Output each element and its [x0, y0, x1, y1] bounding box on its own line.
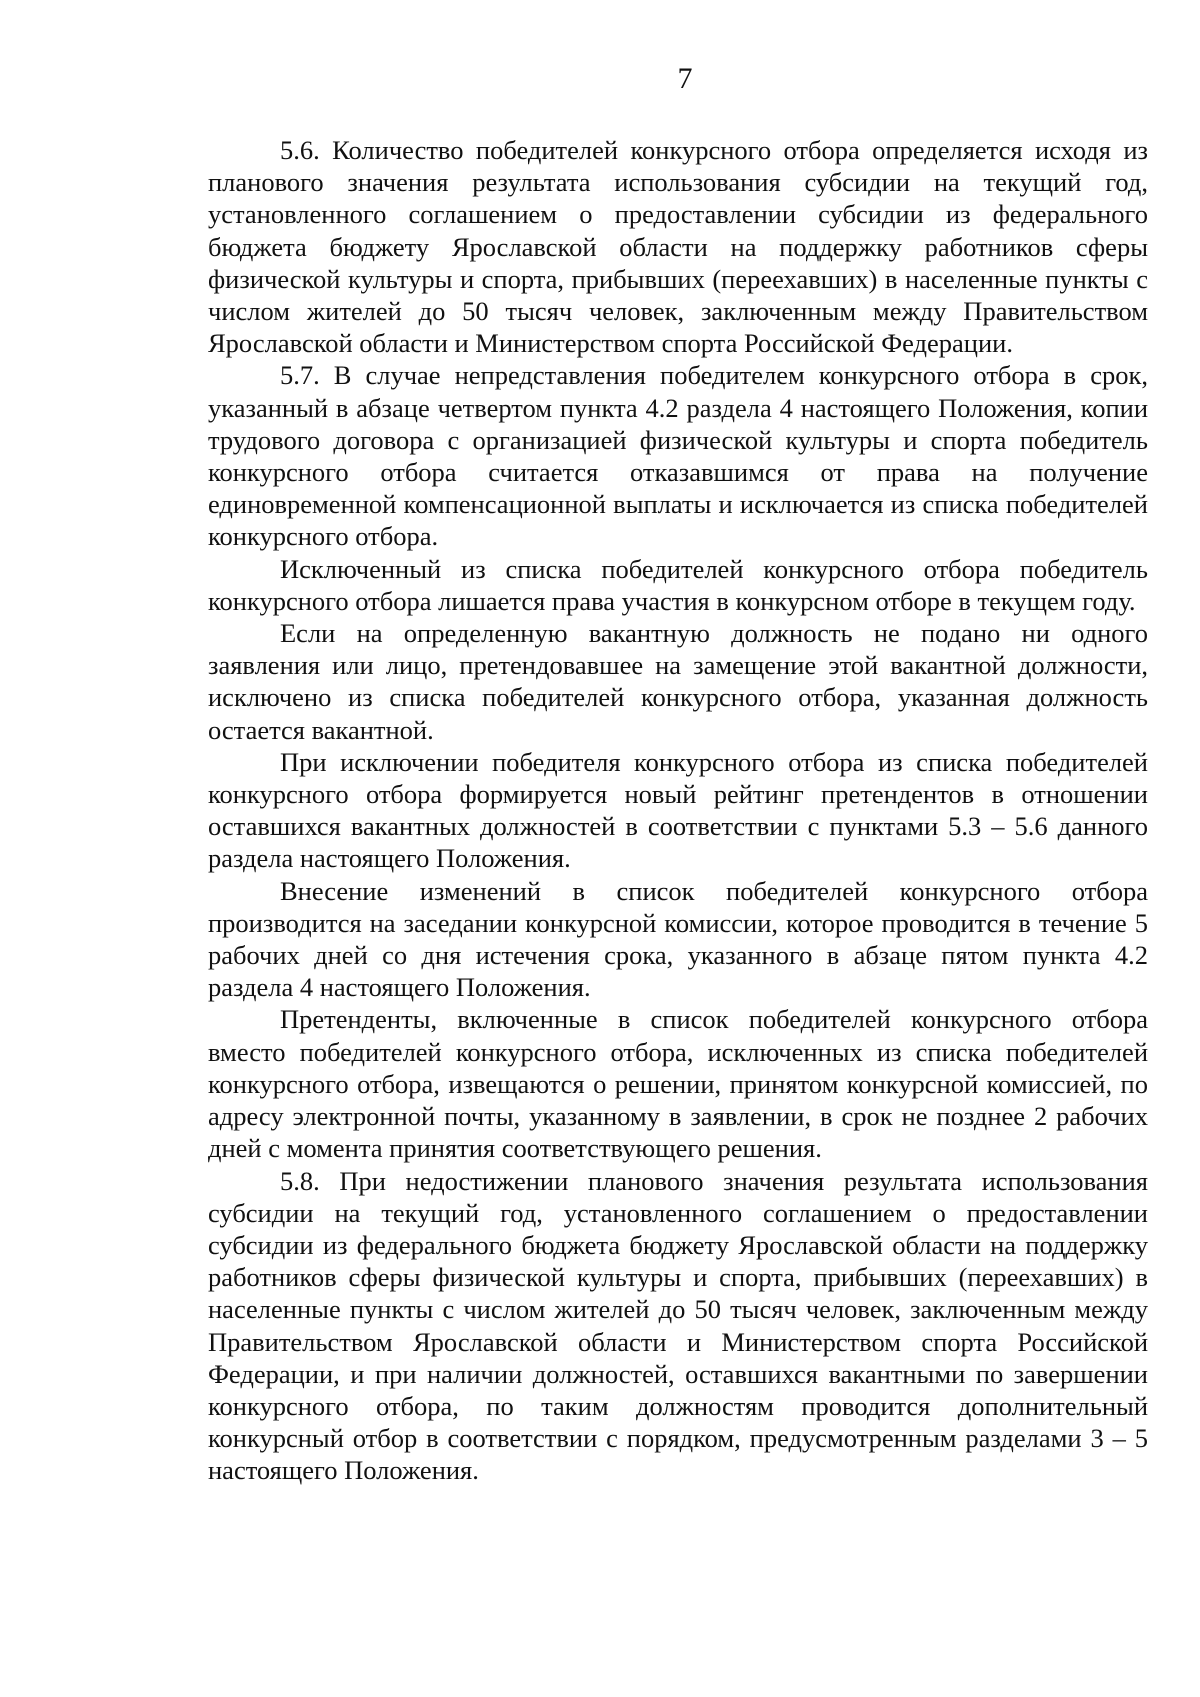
paragraph-5-8: 5.8. При недостижении планового значения результата использования субсидии на текущий год, установленного соглашением о предоставлении субсидии из федерального бюджета бюджету Ярославской области на поддержку работников сферы физической культуры и спорта, прибывших (переехавших) в населенные пункты с числом жителей до 50 тысяч человек, заключенным между Правительством Ярославской области и Министерством спорта Российской Федерации, и при наличии должностей, оставшихся вакантными по завершении конкурсного отбора, по таким должностям проводится дополнительный конкурсный отбор в соответствии с порядком, предусмотренным разделами 3 – 5 настоящего Положения.: [208, 1165, 1148, 1486]
paragraph-list-changes: Внесение изменений в список победителей конкурсного отбора производится на заседании конкурсной комиссии, которое проводится в течение 5 рабочих дней со дня истечения срока, указанного в абзаце пятом пункта 4.2 раздела 4 настоящего Положения.: [208, 875, 1148, 1003]
paragraph-5-6: 5.6. Количество победителей конкурсного отбора определяется исходя из планового значения результата использования субсидии на текущий год, установленного соглашением о предоставлении субсидии из федерального бюджета бюджету Ярославской области на поддержку работников сферы физической культуры и спорта, прибывших (переехавших) в населенные пункты с числом жителей до 50 тысяч человек, заключенным между Правительством Ярославской области и Министерством спорта Российской Федерации.: [208, 135, 1148, 359]
page-number: 7: [677, 62, 693, 95]
paragraph-new-rating: При исключении победителя конкурсного отбора из списка победителей конкурсного отбора формируется новый рейтинг претендентов в отношении оставшихся вакантных должностей в соответствии с пунктами 5.3 – 5.6 данного раздела настоящего Положения.: [208, 746, 1148, 874]
paragraph-excluded-winner: Исключенный из списка победителей конкурсного отбора победитель конкурсного отбора лишается права участия в конкурсном отборе в текущем году.: [208, 553, 1148, 616]
paragraph-5-7: 5.7. В случае непредставления победителем конкурсного отбора в срок, указанный в абзаце четвертом пункта 4.2 раздела 4 настоящего Положения, копии трудового договора с организацией физической культуры и спорта победитель конкурсного отбора считается отказавшимся от права на получение единовременной компенсационной выплаты и исключается из списка победителей конкурсного отбора.: [208, 360, 1148, 552]
paragraph-notification: Претенденты, включенные в список победителей конкурсного отбора вместо победителей конкурсного отбора, исключенных из списка победителей конкурсного отбора, извещаются о решении, принятом конкурсной комиссией, по адресу электронной почты, указанному в заявлении, в срок не позднее 2 рабочих дней с момента принятия соответствующего решения.: [208, 1004, 1148, 1164]
document-body: [208, 134, 1148, 1487]
paragraph-vacant-position: Если на определенную вакантную должность не подано ни одного заявления или лицо, претендовавшее на замещение этой вакантной должности, исключено из списка победителей конкурсного отбора, указанная должность остается вакантной.: [208, 618, 1148, 745]
